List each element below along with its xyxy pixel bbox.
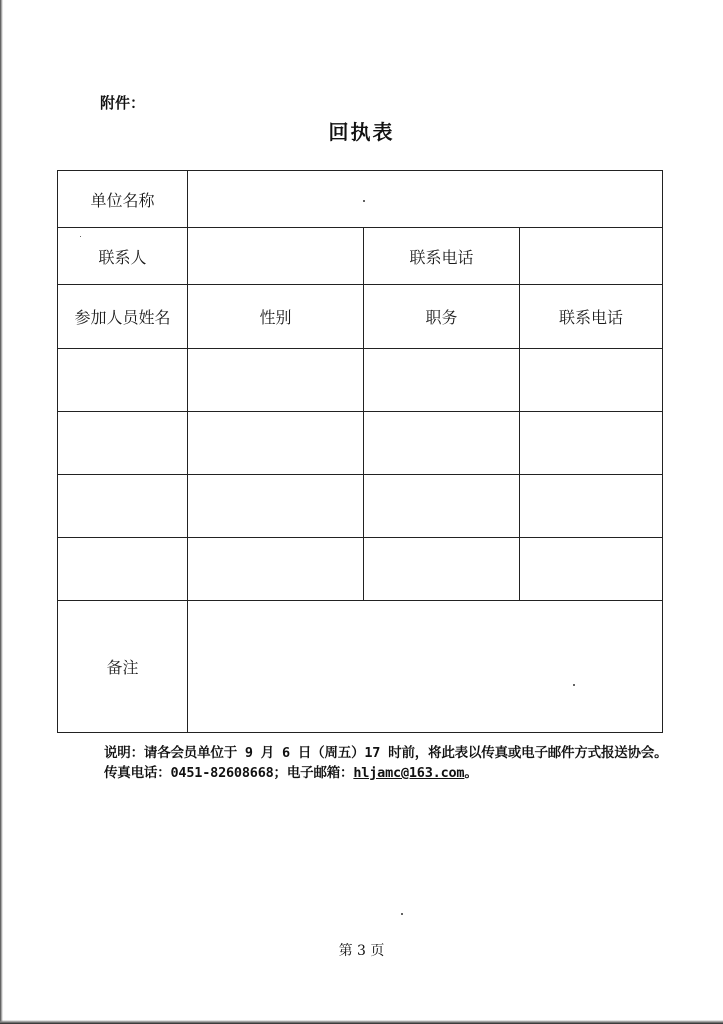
table-row	[58, 412, 663, 475]
unit-name-label: 单位名称	[58, 171, 188, 228]
scan-speck	[401, 913, 403, 915]
participant-gender-cell[interactable]	[188, 475, 364, 538]
remarks-field[interactable]	[188, 601, 663, 733]
table-row	[58, 538, 663, 601]
unit-name-row	[58, 171, 663, 228]
scan-speck	[573, 684, 575, 686]
contact-person-field[interactable]	[188, 228, 364, 285]
unit-name-field[interactable]	[188, 171, 663, 228]
table-row	[58, 349, 663, 412]
column-header-gender: 性别	[188, 285, 364, 349]
column-header-name: 参加人员姓名	[58, 285, 188, 349]
scan-edge-left	[0, 0, 3, 1024]
participants-header-row	[58, 285, 663, 349]
contact-person-label: 联系人	[58, 228, 188, 285]
contact-phone-label: 联系电话	[364, 228, 520, 285]
participant-name-cell[interactable]	[58, 349, 188, 412]
column-header-phone: 联系电话	[520, 285, 663, 349]
participant-phone-cell[interactable]	[520, 349, 663, 412]
page-number: 第 3 页	[338, 943, 385, 959]
scan-edge-bottom	[0, 1020, 723, 1024]
column-header-position: 职务	[364, 285, 520, 349]
note-end-punctuation: 。	[464, 765, 478, 781]
fax-and-email-label: 传真电话：0451-82608668；电子邮箱：	[104, 765, 354, 781]
participant-phone-cell[interactable]	[520, 412, 663, 475]
page-title: 回执表	[328, 120, 395, 144]
table-row	[58, 475, 663, 538]
receipt-form-table	[57, 170, 663, 733]
participant-name-cell[interactable]	[58, 538, 188, 601]
participant-name-cell[interactable]	[58, 475, 188, 538]
email-link[interactable]: hljamc@163.com	[353, 765, 465, 781]
scan-speck	[80, 236, 81, 237]
participant-phone-cell[interactable]	[520, 538, 663, 601]
participant-gender-cell[interactable]	[188, 412, 364, 475]
contact-info-note	[104, 761, 478, 781]
instructions-note: 说明：请各会员单位于 9 月 6 日（周五）17 时前，将此表以传真或电子邮件方式报送协会。	[104, 745, 668, 761]
participant-position-cell[interactable]	[364, 475, 520, 538]
participant-position-cell[interactable]	[364, 349, 520, 412]
remarks-label: 备注	[58, 601, 188, 733]
contact-phone-field[interactable]	[520, 228, 663, 285]
attachment-label: 附件：	[100, 94, 146, 112]
participant-gender-cell[interactable]	[188, 538, 364, 601]
contact-row	[58, 228, 663, 285]
remarks-row	[58, 601, 663, 733]
participant-gender-cell[interactable]	[188, 349, 364, 412]
participant-position-cell[interactable]	[364, 538, 520, 601]
scan-speck	[363, 200, 365, 202]
participant-name-cell[interactable]	[58, 412, 188, 475]
participant-phone-cell[interactable]	[520, 475, 663, 538]
participant-position-cell[interactable]	[364, 412, 520, 475]
